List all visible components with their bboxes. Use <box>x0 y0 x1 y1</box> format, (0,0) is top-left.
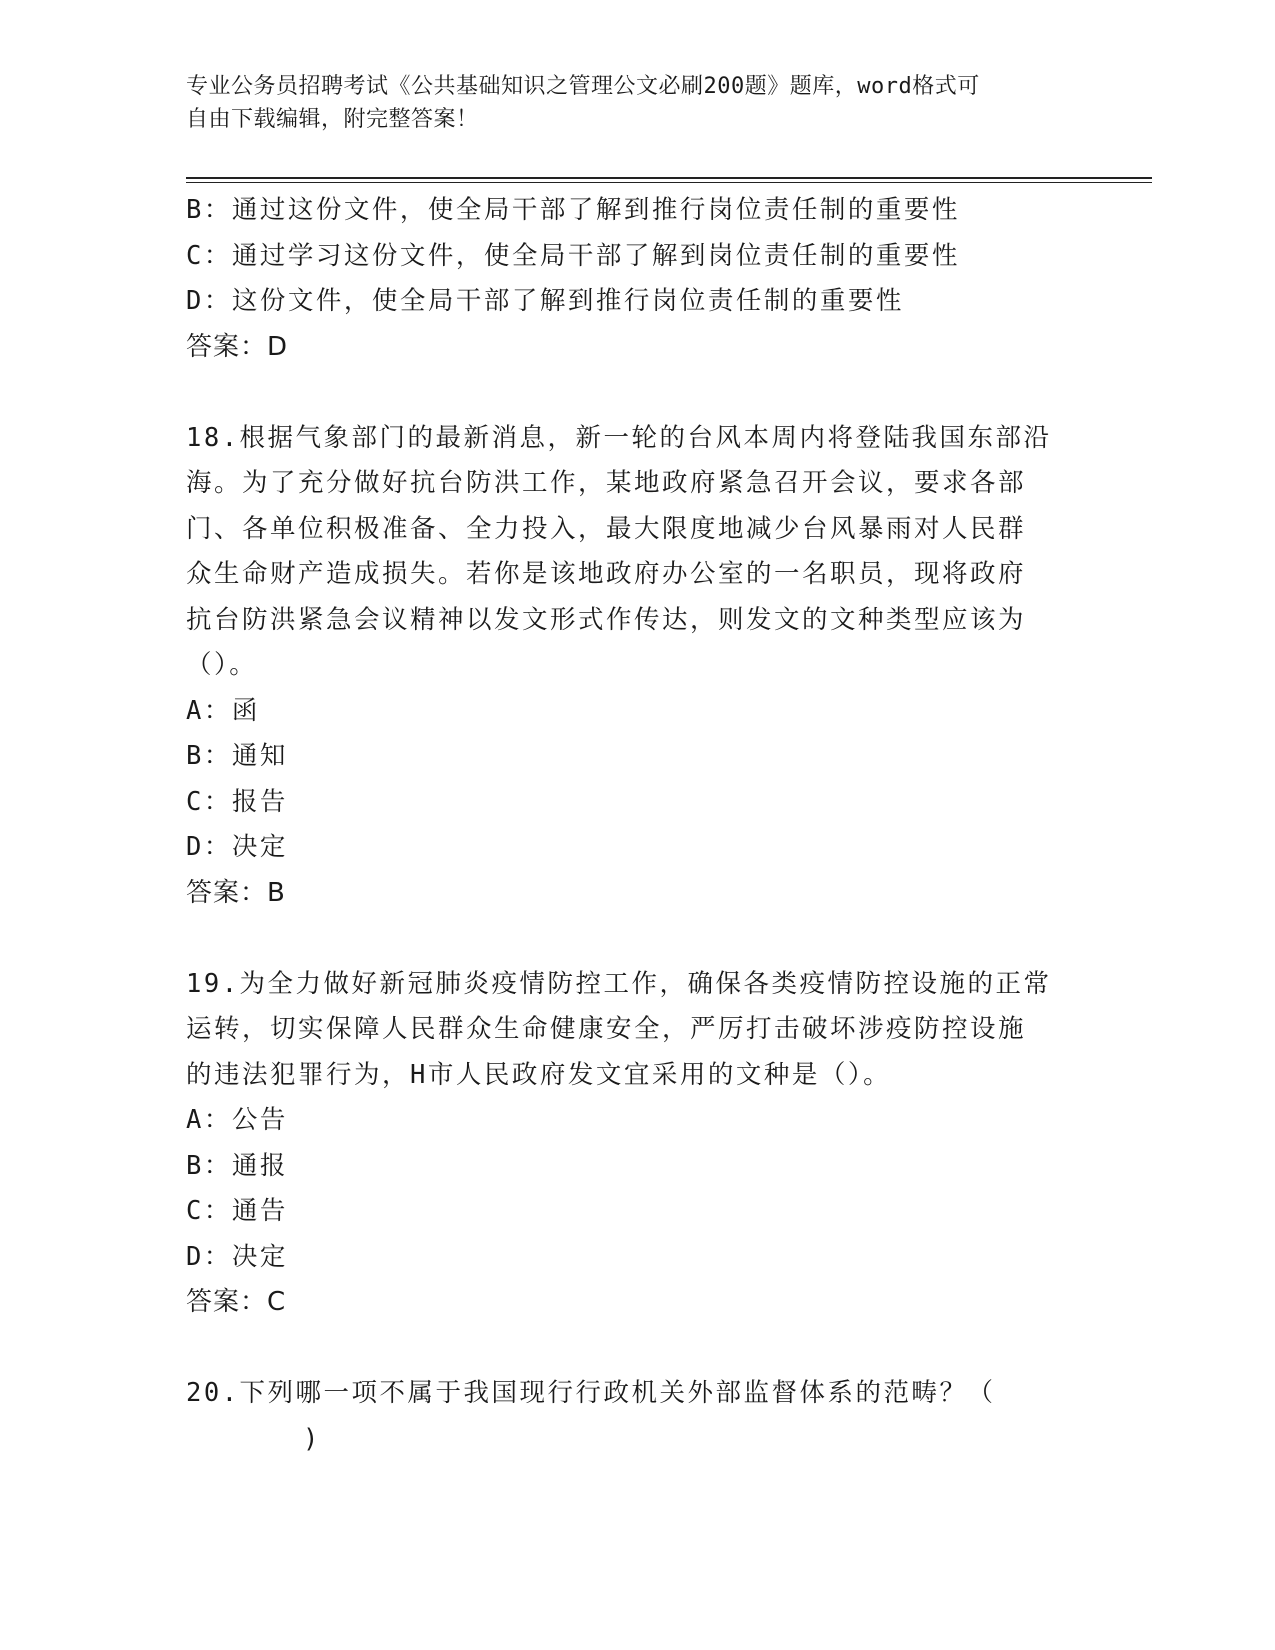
spacer <box>186 916 1086 962</box>
question-18 <box>186 416 1086 917</box>
question-19-stem-line: 运转，切实保障人民群众生命健康安全，严厉打击破坏涉疫防控设施 <box>186 1014 1027 1044</box>
question-20 <box>186 1371 1086 1462</box>
question-18-stem-line: 众生命财产造成损失。若你是该地政府办公室的一名职员，现将政府 <box>186 559 1027 589</box>
answer-18: 答案：B <box>186 877 286 908</box>
option-b: B：通知 <box>186 741 288 771</box>
question-17-tail <box>186 188 1086 370</box>
option-b: B：通过这份文件，使全局干部了解到推行岗位责任制的重要性 <box>186 195 960 225</box>
question-20-stem-line: 20.下列哪一项不属于我国现行行政机关外部监督体系的范畴？（ <box>186 1378 996 1408</box>
question-18-stem-line: 门、各单位积极准备、全力投入，最大限度地减少台风暴雨对人民群 <box>186 513 1027 544</box>
option-a: A：公告 <box>186 1105 288 1135</box>
question-19-stem-line: 19.为全力做好新冠肺炎疫情防控工作，确保各类疫情防控设施的正常 <box>186 968 1052 999</box>
spacer <box>186 370 1086 416</box>
document-header <box>186 70 1086 136</box>
option-b: B：通报 <box>186 1150 288 1181</box>
question-18-stem-line: 抗台防洪紧急会议精神以发文形式作传达，则发文的文种类型应该为 <box>186 604 1027 635</box>
option-a: A：函 <box>186 695 260 726</box>
question-18-stem-line: （）。 <box>186 650 258 680</box>
header-rule-thick <box>186 177 1152 179</box>
document-body <box>186 188 1086 1462</box>
answer-19: 答案：C <box>186 1287 287 1317</box>
option-d: D：这份文件，使全局干部了解到推行岗位责任制的重要性 <box>186 286 904 316</box>
question-19 <box>186 962 1086 1326</box>
question-18-stem-line: 18.根据气象部门的最新消息，新一轮的台风本周内将登陆我国东部沿 <box>186 422 1052 453</box>
option-c: C：报告 <box>186 786 288 817</box>
option-c: C：通告 <box>186 1196 288 1226</box>
question-18-stem-line: 海。为了充分做好抗台防洪工作，某地政府紧急召开会议，要求各部 <box>186 468 1027 498</box>
spacer <box>186 1326 1086 1372</box>
option-d: D：决定 <box>186 832 288 862</box>
option-d: D：决定 <box>186 1241 288 1272</box>
header-line-1: 专业公务员招聘考试《公共基础知识之管理公文必刷200题》题库，word格式可 <box>186 74 980 99</box>
option-c: C：通过学习这份文件，使全局干部了解到岗位责任制的重要性 <box>186 240 960 271</box>
header-line-2: 自由下载编辑，附完整答案！ <box>186 107 479 132</box>
header-rule-thin <box>186 182 1152 183</box>
answer-17: 答案：D <box>186 331 289 362</box>
question-20-stem-line: ) <box>303 1423 321 1454</box>
question-19-stem-line: 的违法犯罪行为，H市人民政府发文宜采用的文种是（）。 <box>186 1059 892 1090</box>
